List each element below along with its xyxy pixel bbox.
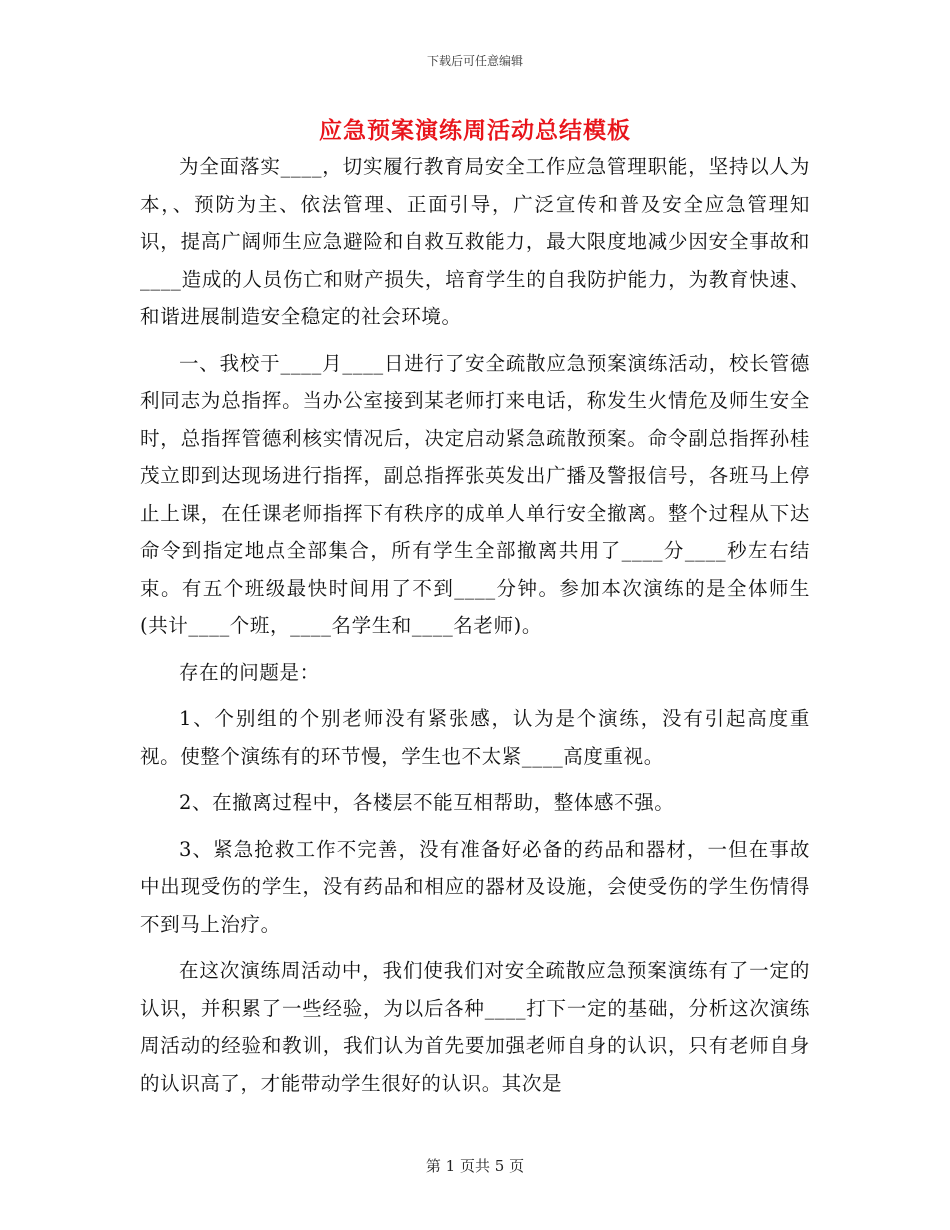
page-number: 第 1 页共 5 页 xyxy=(425,1157,525,1175)
paragraph-problem-2: 2、在撤离过程中，各楼层不能互相帮助，整体感不强。 xyxy=(179,791,675,814)
paragraph-problem-1: 1、个别组的个别老师没有紧张感，认为是个演练，没有引起高度重视。使整个演练有的环节慢，学生也不太紧____高度重视。 xyxy=(140,707,810,768)
document-title: 应急预案演练周活动总结模板 xyxy=(319,118,631,144)
paragraph-problem-3: 3、紧急抢救工作不完善，没有准备好必备的药品和器材，一但在事故中出现受伤的学生，没有药品和相应的器材及设施，会使受伤的学生伤情得不到马上治疗。 xyxy=(140,837,810,936)
document-body xyxy=(140,148,810,1111)
paragraph-problems-heading: 存在的问题是： xyxy=(179,660,320,684)
paragraph-intro: 为全面落实____，切实履行教育局安全工作应急管理职能，坚持以人为本，、预防为主、依法管理、正面引导，广泛宣传和普及安全应急管理知识，提高广阔师生应急避险和自救互救能力，最大限度地减少因安全事故和____造成的人员伤亡和财产损失，培育学生的自我防护能力，为教育快速、和谐进展制造安全稳定的社会环境。 xyxy=(140,155,810,328)
paragraph-summary: 在这次演练周活动中，我们使我们对安全疏散应急预案演练有了一定的认识，并积累了一些经验，为以后各种____打下一定的基础，分析这次演练周活动的经验和教训，我们认为首先要加强老师自身的认识，只有老师自身的认识高了，才能带动学生很好的认识。其次是 xyxy=(140,959,810,1095)
header-note: 下载后可任意编辑 xyxy=(426,54,523,68)
paragraph-drill-description: 一、我校于____月____日进行了安全疏散应急预案演练活动，校长管德利同志为总指挥。当办公室接到某老师打来电话，称发生火情危及师生安全时，总指挥管德利核实情况后，决定启动紧急疏散预案。命令副总指挥孙桂茂立即到达现场进行指挥，副总指挥张英发出广播及警报信号，各班马上停止上课，在任课老师指挥下有秩序的成单人单行安全撤离。整个过程从下达命令到指定地点全部集合，所有学生全部撤离共用了____分____秒左右结束。有五个班级最快时间用了不到____分钟。参加本次演练的是全体师生(共计____个班，____名学生和____名老师)。 xyxy=(140,351,810,637)
